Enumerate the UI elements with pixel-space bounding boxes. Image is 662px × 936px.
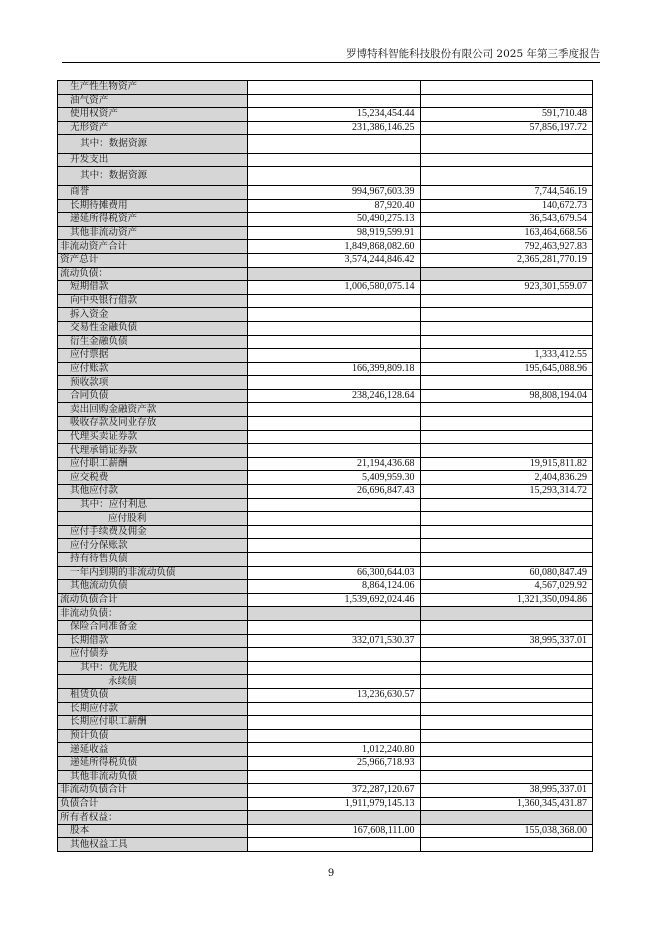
table-row [58, 199, 593, 213]
row-label: 流动负债： [58, 267, 248, 281]
table-row [58, 81, 593, 95]
row-label: 拆入资金 [58, 308, 248, 322]
row-label: 长期借款 [58, 634, 248, 648]
table-row [58, 167, 593, 186]
table-row [58, 824, 593, 838]
period-end-value: 50,490,275.13 [248, 213, 421, 227]
row-label: 所有者权益： [58, 811, 248, 825]
row-label: 短期借款 [58, 281, 248, 295]
prior-year-end-value [420, 620, 593, 634]
prior-year-end-value [420, 135, 593, 154]
table-row [58, 593, 593, 607]
row-label: 其他非流动负债 [58, 770, 248, 784]
prior-year-end-value [420, 267, 593, 281]
period-end-value [248, 770, 421, 784]
row-label: 其中：数据资源 [58, 135, 248, 154]
table-row [58, 498, 593, 512]
table-row [58, 281, 593, 295]
period-end-value [248, 335, 421, 349]
prior-year-end-value: 923,301,559.07 [420, 281, 593, 295]
period-end-value [248, 167, 421, 186]
row-label: 递延收益 [58, 743, 248, 757]
prior-year-end-value [420, 729, 593, 743]
prior-year-end-value [420, 167, 593, 186]
row-label: 持有待售负债 [58, 553, 248, 567]
prior-year-end-value: 195,645,088.96 [420, 362, 593, 376]
period-end-value: 98,919,599.91 [248, 226, 421, 240]
table-row [58, 553, 593, 567]
table-row [58, 675, 593, 689]
prior-year-end-value [420, 81, 593, 95]
row-label: 其中：数据资源 [58, 167, 248, 186]
prior-year-end-value [420, 376, 593, 390]
prior-year-end-value: 60,080,847.49 [420, 566, 593, 580]
prior-year-end-value [420, 838, 593, 852]
prior-year-end-value: 1,333,412.55 [420, 349, 593, 363]
row-label: 资产总计 [58, 253, 248, 267]
row-label: 应付股利 [58, 512, 248, 526]
row-label: 长期待摊费用 [58, 199, 248, 213]
period-end-value [248, 675, 421, 689]
period-end-value: 332,071,530.37 [248, 634, 421, 648]
prior-year-end-value: 1,360,345,431.87 [420, 797, 593, 811]
prior-year-end-value: 155,038,368.00 [420, 824, 593, 838]
row-label: 应交税费 [58, 471, 248, 485]
row-label: 商誉 [58, 185, 248, 199]
prior-year-end-value [420, 661, 593, 675]
header-divider [62, 62, 600, 63]
period-end-value: 21,194,436.68 [248, 457, 421, 471]
prior-year-end-value [420, 512, 593, 526]
prior-year-end-value: 36,543,679.54 [420, 213, 593, 227]
row-label: 生产性生物资产 [58, 81, 248, 95]
prior-year-end-value [420, 702, 593, 716]
prior-year-end-value: 38,995,337.01 [420, 784, 593, 798]
prior-year-end-value [420, 716, 593, 730]
prior-year-end-value [420, 770, 593, 784]
prior-year-end-value [420, 648, 593, 662]
row-label: 非流动负债合计 [58, 784, 248, 798]
period-end-value: 1,006,580,075.14 [248, 281, 421, 295]
prior-year-end-value: 1,321,350,094.86 [420, 593, 593, 607]
period-end-value: 87,920.40 [248, 199, 421, 213]
prior-year-end-value [420, 153, 593, 167]
prior-year-end-value [420, 430, 593, 444]
period-end-value [248, 512, 421, 526]
prior-year-end-value [420, 553, 593, 567]
table-row [58, 539, 593, 553]
period-end-value: 231,386,146.25 [248, 121, 421, 135]
row-label: 其他应付款 [58, 485, 248, 499]
table-row [58, 362, 593, 376]
row-label: 无形资产 [58, 121, 248, 135]
table-row [58, 457, 593, 471]
period-end-value [248, 294, 421, 308]
table-row [58, 389, 593, 403]
period-end-value: 166,399,809.18 [248, 362, 421, 376]
row-label: 交易性金融负债 [58, 321, 248, 335]
period-end-value: 372,287,120.67 [248, 784, 421, 798]
row-label: 股本 [58, 824, 248, 838]
table-row [58, 784, 593, 798]
table-row [58, 525, 593, 539]
table-row [58, 688, 593, 702]
page-number: 9 [327, 868, 335, 879]
table-row [58, 253, 593, 267]
row-label: 开发支出 [58, 153, 248, 167]
row-label: 流动负债合计 [58, 593, 248, 607]
period-end-value: 8,864,124.06 [248, 580, 421, 594]
section-header-row [58, 811, 593, 825]
period-end-value: 3,574,244,846.42 [248, 253, 421, 267]
prior-year-end-value: 2,404,836.29 [420, 471, 593, 485]
row-label: 长期应付职工薪酬 [58, 716, 248, 730]
table-row [58, 294, 593, 308]
prior-year-end-value [420, 607, 593, 621]
period-end-value [248, 525, 421, 539]
prior-year-end-value: 792,463,927.83 [420, 240, 593, 254]
row-label: 其他非流动资产 [58, 226, 248, 240]
row-label: 负债合计 [58, 797, 248, 811]
table-row [58, 485, 593, 499]
table-row [58, 566, 593, 580]
row-label: 递延所得税资产 [58, 213, 248, 227]
period-end-value: 1,911,979,145.13 [248, 797, 421, 811]
table-row [58, 417, 593, 431]
prior-year-end-value: 57,856,197.72 [420, 121, 593, 135]
table-row [58, 94, 593, 108]
period-end-value [248, 444, 421, 458]
period-end-value [248, 417, 421, 431]
row-label: 预计负债 [58, 729, 248, 743]
period-end-value: 13,236,630.57 [248, 688, 421, 702]
prior-year-end-value [420, 811, 593, 825]
table-row [58, 661, 593, 675]
table-row [58, 770, 593, 784]
period-end-value [248, 648, 421, 662]
table-row [58, 108, 593, 122]
prior-year-end-value: 4,567,029.92 [420, 580, 593, 594]
section-header-row [58, 267, 593, 281]
section-header-row [58, 607, 593, 621]
period-end-value [248, 430, 421, 444]
period-end-value: 5,409,959.30 [248, 471, 421, 485]
prior-year-end-value [420, 321, 593, 335]
row-label: 代理买卖证券款 [58, 430, 248, 444]
row-label: 其中：应付利息 [58, 498, 248, 512]
table-row [58, 335, 593, 349]
row-label: 应付债券 [58, 648, 248, 662]
prior-year-end-value: 15,293,314.72 [420, 485, 593, 499]
table-row [58, 620, 593, 634]
period-end-value: 238,246,128.64 [248, 389, 421, 403]
row-label: 保险合同准备金 [58, 620, 248, 634]
row-label: 衍生金融负债 [58, 335, 248, 349]
prior-year-end-value [420, 756, 593, 770]
prior-year-end-value: 19,915,811.82 [420, 457, 593, 471]
table-row [58, 634, 593, 648]
report-header-title: 罗博特科智能科技股份有限公司 2025 年第三季度报告 [346, 48, 600, 60]
table-row [58, 716, 593, 730]
table-row [58, 580, 593, 594]
period-end-value [248, 838, 421, 852]
period-end-value [248, 135, 421, 154]
row-label: 非流动负债： [58, 607, 248, 621]
period-end-value [248, 321, 421, 335]
period-end-value: 26,696,847.43 [248, 485, 421, 499]
prior-year-end-value [420, 308, 593, 322]
prior-year-end-value [420, 294, 593, 308]
period-end-value [248, 811, 421, 825]
period-end-value [248, 607, 421, 621]
period-end-value [248, 153, 421, 167]
table-row [58, 743, 593, 757]
table-row [58, 430, 593, 444]
table-row [58, 512, 593, 526]
period-end-value [248, 498, 421, 512]
prior-year-end-value [420, 539, 593, 553]
table-row [58, 349, 593, 363]
period-end-value: 1,849,868,082.60 [248, 240, 421, 254]
row-label: 预收款项 [58, 376, 248, 390]
period-end-value [248, 539, 421, 553]
table-row [58, 838, 593, 852]
period-end-value [248, 716, 421, 730]
row-label: 向中央银行借款 [58, 294, 248, 308]
prior-year-end-value [420, 743, 593, 757]
table-row [58, 185, 593, 199]
row-label: 应付票据 [58, 349, 248, 363]
row-label: 其他流动负债 [58, 580, 248, 594]
table-row [58, 121, 593, 135]
period-end-value: 1,012,240.80 [248, 743, 421, 757]
row-label: 应付账款 [58, 362, 248, 376]
period-end-value [248, 620, 421, 634]
row-label: 应付分保账款 [58, 539, 248, 553]
table-row [58, 471, 593, 485]
row-label: 油气资产 [58, 94, 248, 108]
table-row [58, 153, 593, 167]
row-label: 长期应付款 [58, 702, 248, 716]
table-row [58, 308, 593, 322]
table-row [58, 240, 593, 254]
prior-year-end-value [420, 417, 593, 431]
table-row [58, 702, 593, 716]
period-end-value [248, 661, 421, 675]
period-end-value: 994,967,603.39 [248, 185, 421, 199]
table-row [58, 321, 593, 335]
row-label: 租赁负债 [58, 688, 248, 702]
table-row [58, 226, 593, 240]
prior-year-end-value: 163,464,668.56 [420, 226, 593, 240]
period-end-value [248, 702, 421, 716]
table-row [58, 376, 593, 390]
prior-year-end-value [420, 403, 593, 417]
period-end-value [248, 403, 421, 417]
row-label: 应付手续费及佣金 [58, 525, 248, 539]
row-label: 其中：优先股 [58, 661, 248, 675]
row-label: 代理承销证券款 [58, 444, 248, 458]
prior-year-end-value: 2,365,281,770.19 [420, 253, 593, 267]
table-row [58, 213, 593, 227]
row-label: 递延所得税负债 [58, 756, 248, 770]
row-label: 一年内到期的非流动负债 [58, 566, 248, 580]
row-label: 吸收存款及同业存放 [58, 417, 248, 431]
table-row [58, 135, 593, 154]
period-end-value: 66,300,644.03 [248, 566, 421, 580]
prior-year-end-value: 98,808,194.04 [420, 389, 593, 403]
row-label: 合同负债 [58, 389, 248, 403]
period-end-value [248, 267, 421, 281]
table-row [58, 444, 593, 458]
prior-year-end-value: 591,710.48 [420, 108, 593, 122]
prior-year-end-value [420, 688, 593, 702]
prior-year-end-value [420, 675, 593, 689]
period-end-value [248, 349, 421, 363]
prior-year-end-value [420, 335, 593, 349]
prior-year-end-value [420, 525, 593, 539]
period-end-value: 15,234,454.44 [248, 108, 421, 122]
period-end-value [248, 376, 421, 390]
prior-year-end-value: 7,744,546.19 [420, 185, 593, 199]
row-label: 卖出回购金融资产款 [58, 403, 248, 417]
prior-year-end-value: 38,995,337.01 [420, 634, 593, 648]
table-row [58, 729, 593, 743]
period-end-value [248, 553, 421, 567]
period-end-value [248, 729, 421, 743]
balance-sheet-table [57, 80, 593, 852]
row-label: 使用权资产 [58, 108, 248, 122]
table-row [58, 797, 593, 811]
table-row [58, 756, 593, 770]
row-label: 永续债 [58, 675, 248, 689]
prior-year-end-value [420, 94, 593, 108]
period-end-value [248, 94, 421, 108]
row-label: 其他权益工具 [58, 838, 248, 852]
prior-year-end-value [420, 498, 593, 512]
period-end-value: 1,539,692,024.46 [248, 593, 421, 607]
prior-year-end-value [420, 444, 593, 458]
period-end-value: 25,966,718.93 [248, 756, 421, 770]
row-label: 应付职工薪酬 [58, 457, 248, 471]
prior-year-end-value: 140,672.73 [420, 199, 593, 213]
table-row [58, 403, 593, 417]
table-row [58, 648, 593, 662]
row-label: 非流动资产合计 [58, 240, 248, 254]
period-end-value: 167,608,111.00 [248, 824, 421, 838]
period-end-value [248, 308, 421, 322]
period-end-value [248, 81, 421, 95]
